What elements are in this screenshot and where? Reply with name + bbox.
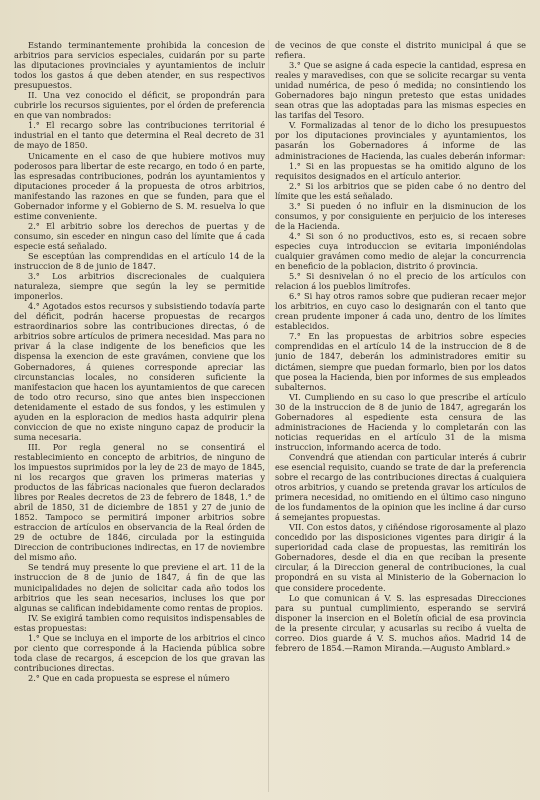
paragraph: Estando terminantemente prohibida la concesion de arbitrios para servicios especiales, cuidarán por su parte las diputaciones provinciales y ayuntamientos de incluir todos los gastos á que deben atender, en sus respectivos presupuestos. — [14, 40, 265, 91]
paragraph: 3.° Si pueden ó no influir en la disminucion de los consumos, y por consiguiente en perjuicio de los intereses de la Hacienda. — [275, 200, 526, 231]
paragraph: 2.° Que en cada propuesta se esprese el número — [28, 672, 230, 683]
paragraph: V. Formalizadas al tenor de lo dicho los presupuestos por los diputaciones provinciales y ayuntamientos, los pasarán los Gobernadores á informe de las administraciones de Hacienda, las cuales deberán informar: — [275, 120, 526, 161]
paragraph: VII. Con estos datos, y ciñéndose rigorosamente al plazo concedido por las disposiciones vigentes para dirigir á la superioridad cada clase de propuestas, las remitirán los Gobernadores, desde el dia en que reciban la presente circular, á la Direccion general de contribuciones, la cual propondrá en su vista al Ministerio de la Gobernacion lo que considere procedente. — [275, 522, 526, 593]
column-divider — [268, 40, 269, 792]
paragraph: de vecinos de que conste el distrito municipal á que se refiera. — [275, 40, 526, 61]
paragraph: 4.° Agotados estos recursos y subsistiendo todavía parte del déficit, podrán hacerse propuestas de recargos estraordinarios sobre las contribuciones directas, ó de arbitrios sobre artículos de primera necesidad. Mas para no privar á la clase indigente de los beneficios que les dispensa la exencion de este gravámen, conviene que los Gobernadores, á quienes corresponde apreciar las circunstancias locales, no consideren suficiente la manifestacion que hacen los ayuntamientos de que carecen de todo otro recurso, sino que antes bien inspeccionen detenidamente el estado de sus fondos, y les estimulen y ayuden en la esploracion de medios hasta adquirir plena conviccion de que no existe ninguno capaz de producir la suma necesaria. — [14, 301, 265, 442]
paragraph: 4.° Si son ó no productivos, esto es, si recaen sobre especies cuya introduccion se evitaria imponiéndolas cualquier gravámen como medio de alejar la concurrencia en beneficio de la poblacion, distrito ó provincia. — [275, 230, 526, 272]
paragraph: Se esceptúan las comprendidas en el artículo 14 de la instruccion de 8 de junio de 1847. — [14, 250, 265, 272]
paragraph: 5.° Si desnivelan ó no el precio de los artículos con relacion á los pueblos limítrofes. — [275, 271, 526, 292]
paragraph: VI. Cumpliendo en su caso lo que prescribe el artículo 30 de la instruccion de 8 de junio de 1847, agregarán los Gobernadores al espediente esta censura de las administraciones de Hacienda y lo completarán con las noticias requeridas en el artículo 31 de la misma instruccion, informando acerca de todo. — [275, 391, 526, 452]
paragraph: III. Por regla general no se consentirá el restablecimiento en concepto de arbitrios, de ninguno de los impuestos suprimidos por la ley de 23 de mayo de 1845, ni los recargos que graven los primeras materias y productos de las fábricas nacionales que fueron declarados libres por Reales decretos de 23 de febrero de 1848, 1.° de abril de 1850, 31 de diciembre de 1851 y 27 de junio de 1852. Tampoco se permitirá imponer arbitrios sobre estraccion de artículos en observancia de la Real órden de 29 de octubre de 1846, circulada por la estinguida Direccion de contribuciones indirectas, en 17 de noviembre del mismo año. — [14, 441, 265, 563]
paragraph: Se tendrá muy presente lo que previene el art. 11 de la instruccion de 8 de junio de 1847, á fin de que las municipalidades no dejen de solicitar cada año todos los arbitrios que les sean necesarios, incluses los que por algunas se califican indebidamente como rentas de propios. — [14, 562, 265, 613]
paragraph: 6.° Si hay otros ramos sobre que pudieran recaer mejor los arbitrios, en cuyo caso lo designarán con el tanto que crean prudente imponer á cada uno, dentro de los límites establecidos. — [275, 291, 526, 332]
paragraph: Convendrá que atiendan con particular interés á cubrir ese esencial requisito, cuando se trate de dar la preferencia sobre el recargo de las contribuciones directas á cualquiera otros arbitrios, y cuando se pretenda gravar los artículos de primera necesidad, no omitiendo en el último caso ninguno de los fundamentos de la opinion que les incline á dar curso á semejantes propuestas. — [275, 451, 526, 523]
paragraph: 1.° El recargo sobre las contribuciones territorial é industrial en el tanto que determina el Real decreto de 31 de mayo de 1850. — [14, 120, 265, 151]
right-column — [275, 40, 526, 792]
paragraph: 2.° Si los arbitrios que se piden cabe ó no dentro del límite que les está señalado. — [275, 180, 526, 201]
paragraph: II. Una vez conocido el déficit, se propondrán para cubrirle los recursos siguientes, por el órden de preferencia en que van nombrados: — [14, 90, 265, 121]
paragraph: 1.° Que se incluya en el importe de los arbitrios el cinco por ciento que corresponde á la Hacienda pública sobre toda clase de recargos, á escepcion de los que gravan las contribuciones directas. — [14, 632, 265, 673]
paragraph: 7.° En las propuestas de arbitrios sobre especies comprendidas en el artículo 14 de la instruccion de 8 de junio de 1847, deberán los administradores emitir su dictámen, siempre que puedan formarlo, bien por los datos que posea la Hacienda, bien por informes de sus empleados subalternos. — [275, 331, 526, 392]
paragraph: Lo que comunican á V. S. las espresadas Direcciones para su puntual cumplimiento, esperando se servirá disponer la insercion en el Boletín oficial de esa provincia de la presente circular, y acusarlas su recibo á vuelta de correo. Dios guarde á V. S. muchos años. Madrid 14 de febrero de 1854.—Ramon Miranda.—Augusto Amblard.» — [275, 592, 526, 653]
text-columns — [14, 40, 526, 792]
paragraph: 1.° Si en las propuestas se ha omitido alguno de los requisitos designados en el artículo anterior. — [275, 160, 526, 181]
paragraph: Unicamente en el caso de que hubiere motivos muy poderosos para libertar de este recargo, en todo ó en parte, las espresadas contribuciones, podrán los ayuntamientos y diputaciones proceder á la propuesta de otros arbitrios, manifestando las razones en que se funden, para que el Gobernador informe y el Gobierno de S. M. resuelva lo que estime conveniente. — [14, 150, 265, 221]
paragraph: 3.° Que se asigne á cada especie la cantidad, espresa en reales y maravedises, con que se solicite recargar su venta unidad numérica, de peso ó medida; no consintiendo los Gobernadores bajo ningun pretesto que estas unidades sean otras que las adoptadas para las mismas especies en las tarifas del Tesoro. — [275, 60, 526, 121]
paragraph: IV. Se exigirá tambien como requisitos indispensables de estas propuestas: — [14, 612, 265, 633]
paragraph: 2.° El arbitrio sobre los derechos de puertas y de consumo, sin esceder en ningun caso del límite que á cada especie está señalado. — [14, 220, 265, 251]
paragraph: 3.° Los arbitrios discrecionales de cualquiera naturaleza, siempre que según la ley se permitide imponerlos. — [14, 271, 265, 302]
left-column — [14, 40, 265, 792]
